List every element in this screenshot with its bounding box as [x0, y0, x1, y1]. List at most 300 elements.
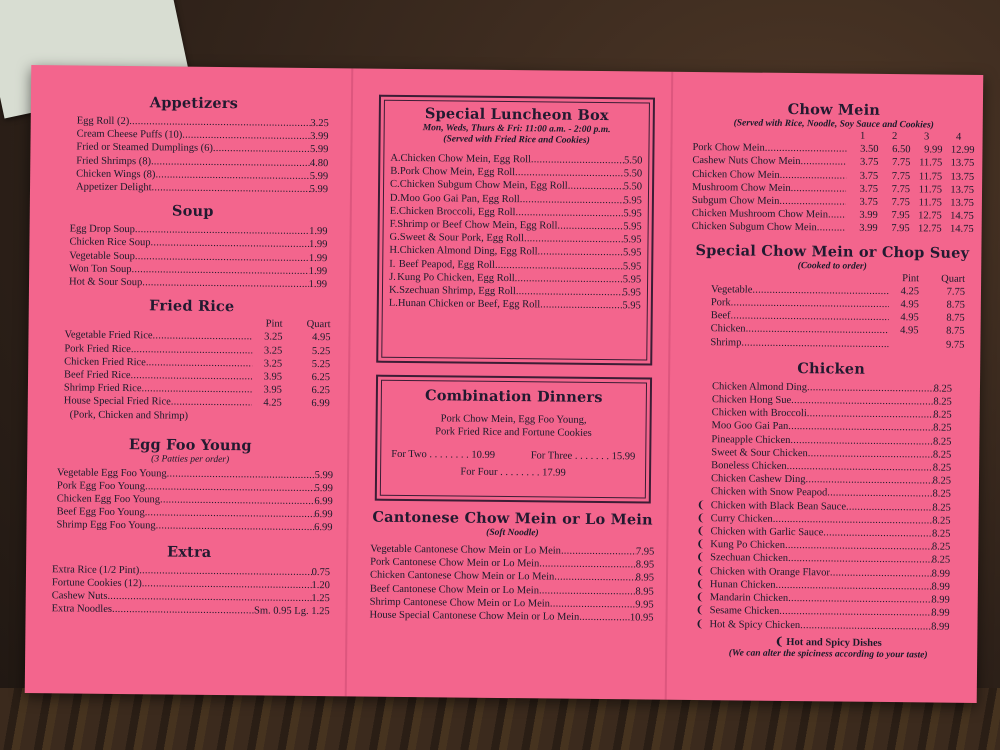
item-price: 0.75 — [311, 566, 331, 578]
pepper-icon: ❨ — [695, 605, 705, 617]
quart-price: 7.75 — [946, 286, 966, 298]
item-name: Hot & Spicy Chicken — [709, 618, 801, 631]
item-letter: D. — [389, 192, 401, 204]
item-price: 8.95 — [635, 559, 655, 571]
item-price: 5.95 — [622, 247, 642, 259]
extra-list — [52, 563, 330, 606]
item-letter: K. — [388, 284, 400, 296]
leader-dots — [151, 181, 309, 196]
quart-price: 4.95 — [312, 332, 331, 344]
item-price: 5.95 — [622, 274, 642, 286]
item-price: 5.50 — [623, 168, 643, 180]
col-quart: Quart — [941, 273, 966, 285]
item-name: Hunan Chicken — [709, 579, 776, 591]
pepper-icon: ❨ — [696, 512, 706, 524]
size-price: 13.75 — [950, 184, 975, 196]
item-name: Chicken Chow Mein — [692, 168, 780, 181]
item-price: 8.99 — [931, 594, 950, 606]
leader-dots — [213, 142, 310, 156]
size-price: 12.75 — [917, 223, 942, 235]
right-panel — [687, 100, 975, 703]
item-price: 7.95 — [635, 546, 655, 558]
egg-foo-young-subtitle: (3 Patties per order) — [151, 453, 230, 465]
item-name: Extra Noodles — [51, 603, 113, 616]
leader-dots — [131, 343, 253, 357]
quart-price: 6.25 — [311, 372, 331, 384]
pint-price — [888, 338, 918, 352]
item-name: Vegetable Cantonese Chow Mein or Lo Mein — [370, 543, 562, 557]
chow-mein-subtitle: (Served with Rice, Noodle, Soy Sauce and Cookies) — [733, 118, 934, 131]
leader-dots — [579, 611, 630, 625]
item-name: Appetizer Delight — [75, 181, 152, 194]
section-title-extra: Extra — [166, 543, 212, 561]
item-name: Won Ton Soup — [69, 263, 132, 275]
pepper-icon: ❨ — [696, 499, 706, 511]
item-name: Kung Po Chicken, Egg Roll — [397, 271, 515, 284]
size-price: 7.75 — [891, 183, 911, 196]
luncheon-hours: Mon, Weds, Thurs & Fri: 11:00 a.m. - 2:00 p.m. — [422, 123, 611, 136]
size-price: 3.75 — [859, 170, 879, 182]
leader-dots — [808, 447, 933, 462]
item-price: 8.25 — [932, 488, 951, 501]
for-two: For Two . . . . . . . . 10.99 — [391, 448, 496, 461]
pint-price: 4.95 — [900, 325, 919, 337]
leader-dots — [539, 558, 636, 572]
combination-line-1: Pork Chow Mein, Egg Foo Young, — [440, 413, 587, 426]
pepper-icon: ❨ — [695, 618, 704, 630]
size-price: 11.75 — [918, 170, 943, 183]
pint-price: 4.25 — [900, 285, 920, 298]
item-price: 5.99 — [309, 170, 329, 182]
item-price: 8.25 — [933, 422, 952, 435]
item-letter: L. — [388, 298, 398, 310]
item-letter: H. — [389, 245, 400, 257]
hot-legend-note: (We can alter the spiciness according to your taste) — [728, 648, 928, 661]
luncheon-served: (Served with Fried Rice and Cookies) — [443, 134, 590, 146]
item-name: Hot & Sour Soup — [68, 276, 143, 289]
section-title-combination: Combination Dinners — [424, 387, 603, 407]
leader-dots — [524, 232, 623, 246]
item-price: 3.25 — [310, 117, 329, 130]
receipt-text — [30, 0, 73, 2]
size-price: 14.75 — [950, 210, 974, 223]
item-name: House Special Fried Rice — [63, 395, 171, 408]
quart-price: 9.75 — [946, 339, 965, 351]
item-name: House Special Cantonese Chow Mein or Lo Mein — [369, 609, 580, 623]
item-price: 5.95 — [623, 234, 642, 246]
appetizers-list — [76, 115, 329, 197]
item-price: 8.25 — [933, 409, 952, 421]
menu-brochure — [25, 65, 984, 703]
size-price: 7.75 — [891, 197, 910, 209]
item-price: 8.95 — [635, 585, 654, 598]
chicken-list — [695, 380, 953, 633]
item-name: Fried or Steamed Dumplings (6) — [76, 141, 213, 155]
section-title-special: Special Chow Mein or Chop Suey — [695, 241, 970, 262]
item-name: Hunan Chicken or Beef, Egg Roll — [397, 298, 541, 311]
item-name: Chicken Chow Mein, Egg Roll — [400, 152, 532, 166]
leader-dots — [182, 129, 310, 144]
egg-foo-young-list — [56, 466, 333, 535]
item-price: 6.99 — [314, 496, 333, 508]
fried-rice-list — [64, 329, 331, 411]
size-price: 11.75 — [919, 157, 943, 169]
pint-price: 4.25 — [263, 397, 282, 410]
item-name: Shrimp — [710, 336, 742, 349]
pepper-icon: ❨ — [696, 526, 705, 538]
item-price: 5.99 — [309, 183, 329, 196]
leader-dots — [807, 381, 934, 396]
item-name: Chicken with Orange Flavor — [709, 565, 830, 579]
leader-dots — [515, 272, 623, 286]
pepper-icon: ❨ — [695, 592, 705, 604]
section-title-chow-mein: Chow Mein — [787, 100, 881, 119]
item-name: Beef Egg Foo Young — [56, 506, 145, 519]
item-price: 1.99 — [308, 252, 328, 264]
item-name: Shrimp Egg Foo Young — [56, 519, 156, 532]
size-price: 14.75 — [949, 224, 974, 236]
item-name: Pork Chow Mein, Egg Roll — [399, 166, 516, 179]
item-name: Extra Rice (1/2 Pint) — [51, 563, 140, 576]
leader-dots — [550, 597, 636, 611]
item-price: 5.99 — [314, 482, 333, 495]
item-name: Chicken with Black Bean Sauce — [710, 499, 847, 513]
item-name: Moo Goo Gai Pan, Egg Roll — [400, 192, 520, 205]
item-name: Chicken Rice Soup — [69, 236, 151, 249]
item-price: 1.20 — [311, 579, 330, 592]
size-col-header: 1 — [859, 130, 866, 142]
leader-dots — [800, 155, 846, 169]
quart-price: 5.25 — [311, 358, 331, 371]
leader-dots — [141, 382, 252, 396]
item-name: Beef Peapod, Egg Roll — [398, 258, 496, 271]
item-name: Chicken with Garlic Sauce — [710, 526, 824, 539]
for-three: For Three . . . . . . . 15.99 — [530, 450, 636, 463]
item-letter: J. — [389, 271, 396, 283]
item-letter: I. — [389, 258, 396, 270]
leader-dots — [741, 336, 888, 351]
leader-dots — [142, 276, 309, 291]
item-name: Szechuan Shrimp, Egg Roll — [399, 284, 516, 298]
size-price: 12.75 — [918, 210, 942, 222]
leader-dots — [557, 220, 623, 234]
extra-noodles-row — [52, 603, 330, 619]
menu-item-row — [69, 275, 327, 291]
leader-dots — [520, 193, 624, 207]
size-price: 7.75 — [891, 170, 911, 182]
item-price: 8.25 — [932, 515, 951, 527]
item-name: Sweet & Sour Pork, Egg Roll — [399, 232, 525, 245]
pint-price: 3.95 — [263, 371, 283, 383]
item-price: 8.99 — [931, 568, 951, 580]
item-price: 8.25 — [933, 396, 952, 408]
item-price: Sm. 0.95 Lg. 1.25 — [254, 605, 330, 618]
item-name: Boneless Chicken — [711, 460, 787, 473]
item-name: Chicken with Broccoli — [711, 407, 807, 420]
leader-dots — [779, 195, 846, 209]
quart-price: 8.75 — [946, 312, 965, 325]
size-price: 9.99 — [924, 144, 943, 156]
item-price: 1.25 — [311, 593, 330, 605]
size-col-header: 3 — [923, 131, 930, 143]
leader-dots — [846, 500, 932, 514]
item-name: Chicken with Snow Peapod — [710, 486, 828, 499]
item-name: Vegetable — [710, 283, 753, 296]
leader-dots — [791, 182, 847, 196]
item-name: Shrimp Fried Rice — [63, 382, 142, 395]
item-price: 8.99 — [931, 581, 950, 593]
item-name: Cashew Nuts Chow Mein — [692, 155, 801, 168]
leader-dots — [568, 180, 624, 194]
item-name: Chicken Subgum Chow Mein — [691, 221, 817, 234]
item-name: Chicken Fried Rice — [64, 356, 146, 369]
item-name: Chicken Broccoli, Egg Roll — [398, 205, 516, 218]
menu-item-row — [389, 297, 641, 313]
quart-price: 6.25 — [311, 385, 330, 397]
item-price: 4.80 — [309, 157, 329, 169]
leader-dots — [780, 168, 847, 182]
item-name: Vegetable Soup — [69, 250, 136, 262]
leader-dots — [805, 473, 932, 488]
leader-dots — [554, 571, 635, 585]
leader-dots — [531, 153, 624, 167]
leader-dots — [561, 545, 636, 559]
item-price: 9.95 — [635, 599, 654, 611]
item-name: Szechuan Chicken — [710, 552, 789, 565]
leader-dots — [130, 369, 252, 383]
item-name: Pork — [710, 297, 731, 309]
leader-dots — [152, 330, 252, 344]
leader-dots — [828, 209, 846, 222]
size-col-header: 4 — [955, 131, 962, 143]
item-name: Shrimp Cantonese Chow Mein or Lo Mein — [369, 596, 550, 610]
item-price: 8.25 — [932, 475, 952, 487]
quart-price: 8.75 — [946, 326, 965, 338]
item-letter: E. — [389, 205, 399, 217]
pepper-icon: ❨ — [695, 565, 705, 577]
leader-dots — [800, 619, 931, 634]
item-name: Mandarin Chicken — [709, 592, 789, 605]
leader-dots — [537, 246, 623, 260]
item-price: 1.99 — [309, 226, 328, 238]
size-price: 13.75 — [950, 171, 975, 183]
section-title-soup: Soup — [171, 202, 214, 221]
col-pint: Pint — [902, 272, 920, 284]
item-name: Sesame Chicken — [709, 605, 780, 618]
item-name: Pork Cantonese Chow Mein or Lo Mein — [370, 556, 540, 570]
size-price: 11.75 — [918, 197, 942, 209]
item-price: 3.99 — [310, 131, 329, 143]
item-price: 8.25 — [933, 383, 953, 395]
item-name: Cashew Nuts — [51, 590, 108, 602]
size-price: 7.95 — [891, 223, 910, 235]
section-title-chicken: Chicken — [797, 359, 866, 378]
size-price: 6.50 — [892, 144, 911, 156]
leader-dots — [823, 526, 932, 540]
item-name: Mushroom Chow Mein — [692, 181, 791, 194]
size-price: 3.99 — [859, 209, 878, 222]
item-letter: A. — [390, 152, 401, 164]
section-title-fried-rice: Fried Rice — [149, 297, 235, 316]
leader-dots — [807, 407, 934, 422]
leader-dots — [495, 259, 623, 274]
chow-mein-table — [692, 141, 975, 236]
pepper-icon: ❨ — [696, 552, 705, 564]
item-price: 6.99 — [314, 509, 333, 521]
item-name: Sweet & Sour Chicken — [711, 447, 808, 460]
size-price: 3.75 — [859, 183, 879, 195]
item-name: Chicken Mushroom Chow Mein — [691, 208, 829, 221]
item-price: 5.99 — [310, 144, 329, 156]
leader-dots — [539, 584, 636, 598]
cantonese-section — [370, 509, 655, 625]
leader-dots — [817, 222, 846, 236]
item-price: 8.99 — [931, 607, 950, 619]
fold-line — [345, 68, 354, 696]
item-price: 5.95 — [622, 287, 642, 299]
item-name: Curry Chicken — [710, 513, 773, 525]
leader-dots — [540, 299, 622, 313]
item-name: Beef — [710, 310, 731, 322]
pint-price: 3.25 — [264, 331, 283, 344]
item-name: Vegetable Egg Foo Young — [56, 466, 167, 480]
special-subtitle: (Cooked to order) — [797, 260, 867, 272]
item-name: Cream Cheese Puffs (10) — [76, 128, 183, 141]
leader-dots — [156, 520, 315, 535]
section-title-egg-foo-young: Egg Foo Young — [128, 435, 252, 455]
item-price: 5.50 — [623, 181, 643, 193]
item-price: 8.25 — [932, 462, 952, 474]
pint-price: 3.95 — [263, 384, 282, 396]
col-quart: Quart — [306, 319, 331, 331]
size-price: 11.75 — [918, 184, 943, 196]
item-name: Chicken — [710, 323, 746, 335]
item-price: 8.25 — [931, 541, 951, 553]
section-title-cantonese: Cantonese Chow Mein or Lo Mein — [372, 508, 653, 529]
item-name: Pork Fried Rice — [64, 343, 131, 355]
leader-dots — [515, 166, 624, 180]
leader-dots — [765, 142, 847, 156]
size-price: 7.75 — [891, 157, 911, 169]
section-title-luncheon: Special Luncheon Box — [424, 105, 609, 125]
item-letter: F. — [389, 218, 398, 230]
item-name: Egg Roll (2) — [76, 115, 130, 128]
size-price: 3.99 — [859, 223, 878, 235]
item-price: 5.95 — [623, 194, 642, 207]
menu-item-row — [370, 609, 654, 625]
item-name: Chicken Egg Foo Young — [56, 493, 161, 506]
luncheon-box — [376, 95, 655, 366]
fried-rice-note: (Pork, Chicken and Shrimp) — [69, 409, 189, 422]
item-price: 8.25 — [932, 436, 952, 448]
leader-dots — [516, 285, 623, 299]
menu-item-row — [56, 519, 332, 535]
item-name: Chicken Wings (8) — [76, 168, 156, 181]
item-name: Subgum Chow Mein — [691, 194, 780, 207]
pint-price: 4.95 — [900, 299, 919, 311]
item-price: 8.25 — [932, 528, 951, 540]
section-title-appetizers: Appetizers — [149, 94, 239, 113]
item-price: 5.95 — [622, 300, 641, 312]
leader-dots — [827, 487, 932, 501]
leader-dots — [830, 566, 932, 580]
item-price: 8.99 — [931, 620, 950, 633]
item-price: 5.95 — [622, 260, 642, 273]
item-name: Chicken Cantonese Chow Mein or Lo Mein — [369, 570, 555, 583]
item-name: Kung Po Chicken — [710, 539, 786, 552]
hot-legend: ❨ Hot and Spicy Dishes — [774, 636, 882, 649]
luncheon-list — [389, 152, 643, 313]
item-name: Pork Chow Mein — [692, 142, 765, 154]
pint-price: 4.95 — [900, 312, 919, 324]
item-letter: G. — [389, 232, 400, 244]
pepper-icon: ❨ — [774, 636, 784, 648]
item-name: Fried Shrimps (8) — [76, 155, 152, 167]
item-price: 1.99 — [309, 239, 328, 251]
size-price: 3.50 — [860, 143, 879, 156]
item-name: Chicken Almond Ding, Egg Roll — [399, 245, 538, 258]
item-name: Chicken Almond Ding — [711, 381, 808, 394]
quart-price: 6.99 — [311, 398, 330, 410]
item-name: Moo Goo Gai Pan — [711, 420, 789, 433]
item-name: Chicken Cashew Ding — [710, 473, 806, 486]
quart-price: 8.75 — [946, 299, 965, 311]
size-col-header: 2 — [891, 131, 898, 143]
item-price: 5.99 — [314, 469, 334, 481]
menu-item-row — [695, 618, 950, 634]
leader-dots — [146, 356, 252, 370]
special-list — [710, 283, 965, 352]
pepper-icon: ❨ — [696, 539, 705, 551]
item-price: 1.99 — [308, 278, 328, 291]
combination-box — [375, 375, 652, 504]
item-letter: B. — [390, 166, 400, 178]
size-price: 13.75 — [950, 197, 974, 209]
soup-list — [69, 223, 328, 292]
size-price: 13.75 — [950, 158, 975, 170]
item-price: 5.50 — [623, 155, 643, 167]
cantonese-list — [370, 543, 655, 625]
item-price: 5.95 — [623, 208, 642, 220]
item-name: Vegetable Fried Rice — [64, 329, 153, 342]
size-price: 12.99 — [950, 144, 975, 157]
left-panel — [43, 93, 339, 696]
col-pint: Pint — [265, 318, 283, 330]
pint-price: 3.25 — [263, 345, 283, 357]
item-price: 8.25 — [932, 502, 951, 514]
leader-dots — [515, 206, 623, 220]
size-price: 3.75 — [859, 157, 879, 169]
combination-prices — [387, 448, 639, 464]
item-name: Chicken Subgum Chow Mein, Egg Roll — [399, 179, 568, 193]
quart-price: 5.25 — [311, 345, 331, 357]
item-price: 8.95 — [635, 572, 655, 584]
item-price: 5.95 — [623, 221, 642, 233]
chow-mein-row — [692, 220, 974, 236]
size-price: 3.75 — [859, 196, 878, 208]
combination-line-2: Pork Fried Rice and Fortune Cookies — [435, 426, 592, 439]
item-letter: C. — [390, 179, 400, 191]
item-price: 8.25 — [932, 449, 952, 461]
item-name: Chicken Hong Sue — [711, 394, 792, 407]
item-name: Egg Drop Soup — [69, 223, 135, 236]
item-name: Beef Cantonese Chow Mein or Lo Mein — [369, 583, 540, 596]
cantonese-subtitle: (Soft Noodle) — [486, 527, 539, 539]
leader-dots — [171, 396, 252, 410]
item-price: 10.95 — [629, 612, 654, 624]
pint-price: 3.25 — [263, 358, 283, 370]
item-price: 6.99 — [314, 522, 333, 534]
